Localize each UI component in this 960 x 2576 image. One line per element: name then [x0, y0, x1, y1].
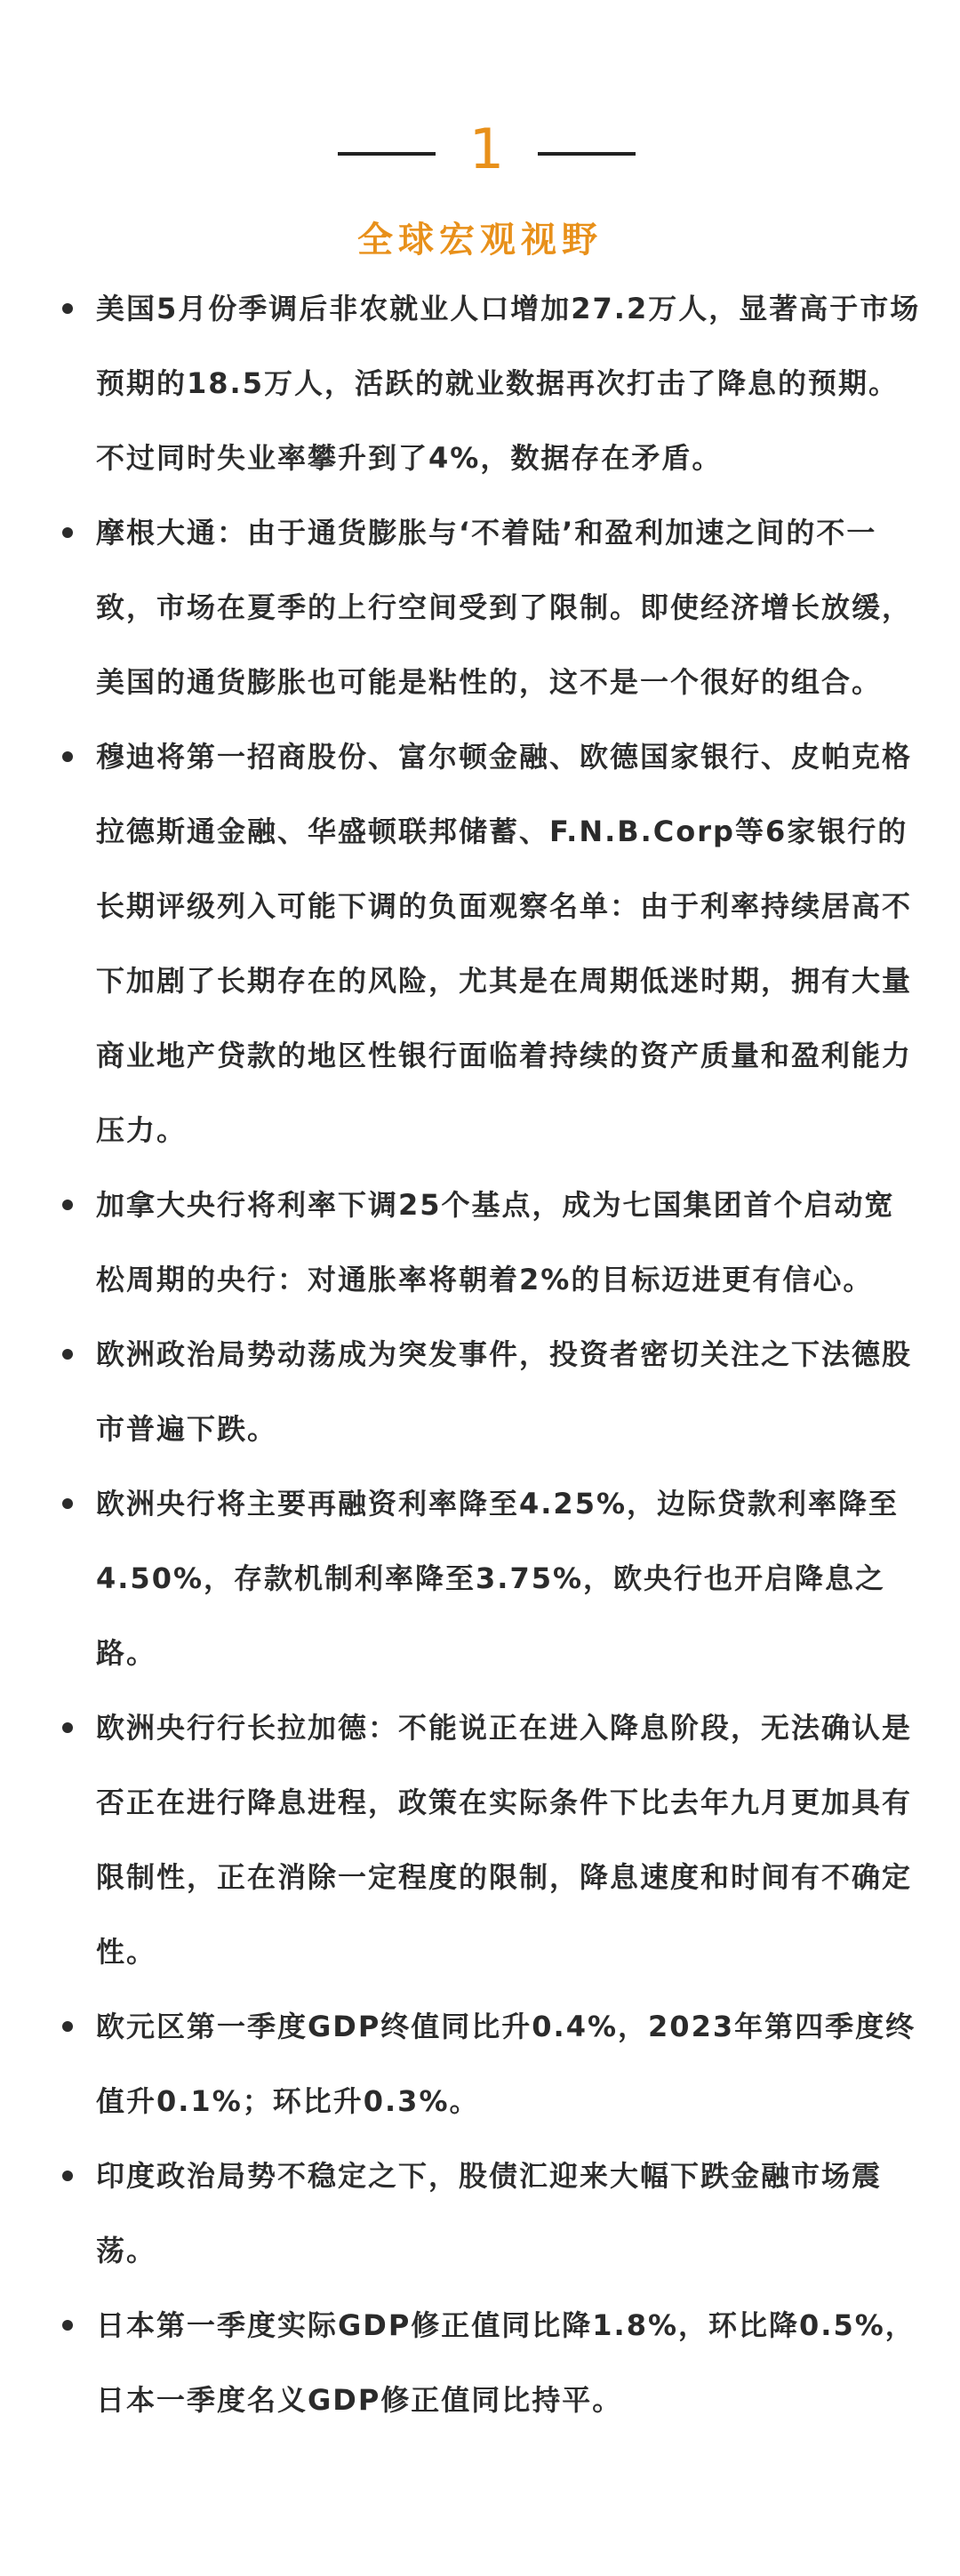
list-item-text: 欧元区第一季度GDP终值同比升0.4%，2023年第四季度终值升0.1%；环比升0.3%。 [96, 2010, 916, 2118]
list-item [0, 1989, 960, 2139]
section-number: 1 [468, 116, 505, 181]
list-item [0, 271, 960, 495]
bullet-icon [62, 1498, 73, 1509]
list-item-text: 摩根大通：由于通货膨胀与‘不着陆’和盈利加速之间的不一致，市场在夏季的上行空间受到了限制。即使经济增长放缓，美国的通货膨胀也可能是粘性的，这不是一个很好的组合。 [96, 516, 913, 699]
list-item-text: 加拿大央行将利率下调25个基点，成为七国集团首个启动宽松周期的央行：对通胀率将朝着2%的目标迈进更有信心。 [96, 1188, 895, 1296]
bullet-icon [62, 2171, 73, 2181]
news-list [0, 271, 960, 2437]
header-divider-left [338, 152, 436, 156]
section-header [0, 114, 960, 185]
bullet-icon [62, 2021, 73, 2032]
header-divider-right [538, 152, 636, 156]
bullet-icon [62, 751, 73, 762]
list-item [0, 1317, 960, 1466]
list-item-text: 穆迪将第一招商股份、富尔顿金融、欧德国家银行、皮帕克格拉德斯通金融、华盛顿联邦储蓄、F.N.B.Corp等6家银行的长期评级列入可能下调的负面观察名单：由于利率持续居高不下加剧了长期存在的风险，尤其是在周期低迷时期，拥有大量商业地产贷款的地区性银行面临着持续的资产质量和盈利能力压力。 [96, 740, 913, 1147]
list-item [0, 2139, 960, 2288]
list-item-text: 欧洲央行行长拉加德：不能说正在进入降息阶段，无法确认是否正在进行降息进程，政策在实际条件下比去年九月更加具有限制性，正在消除一定程度的限制，降息速度和时间有不确定性。 [96, 1711, 913, 1969]
list-item [0, 2288, 960, 2437]
bullet-icon [62, 1349, 73, 1360]
list-item-text: 印度政治局势不稳定之下，股债汇迎来大幅下跌金融市场震荡。 [96, 2159, 883, 2267]
bullet-icon [62, 303, 73, 314]
list-item [0, 1690, 960, 1989]
section-title: 全球宏观视野 [357, 220, 603, 261]
bullet-icon [62, 1722, 73, 1733]
list-item-text: 美国5月份季调后非农就业人口增加27.2万人，显著高于市场预期的18.5万人，活跃的就业数据再次打击了降息的预期。不过同时失业率攀升到了4%，数据存在矛盾。 [96, 292, 921, 475]
list-item [0, 1168, 960, 1317]
bullet-icon [62, 2320, 73, 2331]
list-item [0, 495, 960, 719]
list-item [0, 1466, 960, 1690]
list-item-text: 日本第一季度实际GDP修正值同比降1.8%，环比降0.5%，日本一季度名义GDP修正值同比持平。 [96, 2308, 916, 2417]
list-item-text: 欧洲政治局势动荡成为突发事件，投资者密切关注之下法德股市普遍下跌。 [96, 1337, 913, 1446]
list-item-text: 欧洲央行将主要再融资利率降至4.25%，边际贷款利率降至4.50%，存款机制利率降至3.75%，欧央行也开启降息之路。 [96, 1487, 900, 1670]
list-item [0, 719, 960, 1168]
bullet-icon [62, 527, 73, 538]
bullet-icon [62, 1200, 73, 1210]
